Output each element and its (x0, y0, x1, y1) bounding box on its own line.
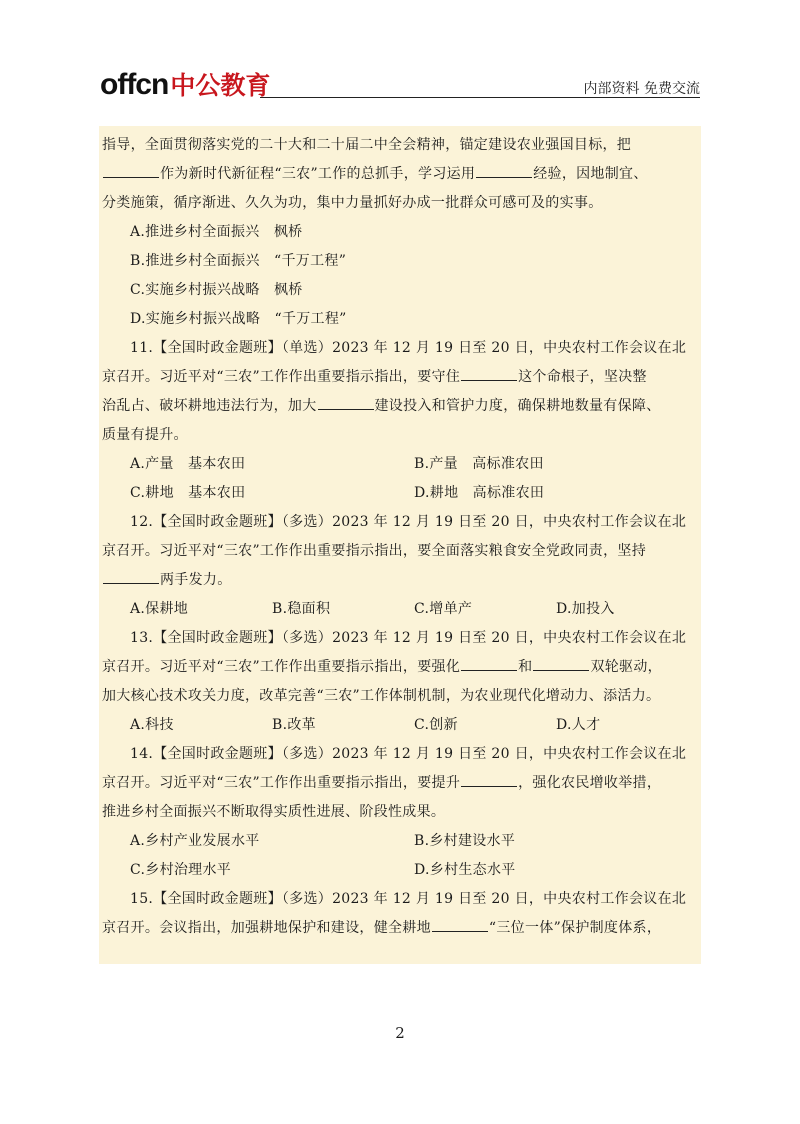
answer-blank (461, 656, 517, 671)
intro-line: 作为新时代新征程“三农”工作的总抓手，学习运用 经验，因地制宜、 (102, 160, 698, 189)
question-line: 京召开。习近平对“三农”工作作出重要指示指出，要守住 这个命根子，坚决整 (102, 363, 698, 392)
answer-blank (461, 366, 517, 381)
question-12-stem: 12.【全国时政金题班】（多选）2023 年 12 月 19 日至 20 日，中央农村工作会议在北 (130, 514, 687, 530)
option-row (102, 305, 698, 334)
option: A.产量 基本农田 (130, 456, 246, 472)
question-line: 京召开。习近平对“三农”工作作出重要指示指出，要强化 和 双轮驱动， (102, 653, 698, 682)
option-row (102, 247, 698, 276)
option: A.乡村产业发展水平 (130, 833, 260, 849)
offcn-logo (100, 62, 270, 100)
question-line: 推进乡村全面振兴不断取得实质性进展、阶段性成果。 (102, 804, 446, 820)
option: C.耕地 基本农田 (130, 485, 246, 501)
intro-line: 分类施策，循序渐进、久久为功，集中力量抓好办成一批群众可感可及的实事。 (102, 195, 603, 211)
option: D.实施乡村振兴战略 “千万工程” (130, 311, 347, 327)
option: D.加投入 (556, 601, 615, 617)
option: A.推进乡村全面振兴 枫桥 (130, 224, 303, 240)
option: B.稳面积 (272, 601, 331, 617)
option-row (102, 450, 698, 479)
question-line: 治乱占、破坏耕地违法行为，加大 建设投入和管护力度，确保耕地数量有保障、 (102, 392, 698, 421)
question-line: 京召开。习近平对“三农”工作作出重要指示指出，要全面落实粮食安全党政同责，坚持 (102, 543, 647, 559)
question-line: 加大核心技术攻关力度，改革完善“三农”工作体制机制，为农业现代化增动力、添活力。 (102, 688, 661, 704)
question-line: 京召开。会议指出，加强耕地保护和建设，健全耕地 “三位一体”保护制度体系， (102, 914, 698, 943)
option: B.改革 (272, 717, 316, 733)
option: A.科技 (130, 717, 174, 733)
answer-blank (476, 163, 532, 178)
answer-blank (461, 772, 517, 787)
question-line: 质量有提升。 (102, 427, 188, 443)
option: B.产量 高标准农田 (414, 456, 544, 472)
option: C.创新 (414, 717, 458, 733)
option-row (102, 595, 698, 624)
option: D.人才 (556, 717, 601, 733)
option: C.乡村治理水平 (130, 862, 232, 878)
option: C.增单产 (414, 601, 473, 617)
answer-blank (533, 656, 589, 671)
question-line: 两手发力。 (102, 566, 698, 595)
option-row (102, 711, 698, 740)
option: D.耕地 高标准农田 (414, 485, 545, 501)
option-row (102, 827, 698, 856)
question-block (99, 126, 701, 964)
option-row (102, 856, 698, 885)
question-14-stem: 14.【全国时政金题班】（多选）2023 年 12 月 19 日至 20 日，中央农村工作会议在北 (130, 746, 687, 762)
logo-text-cn: 中公教育 (170, 71, 271, 100)
answer-blank (318, 395, 374, 410)
page-header (100, 62, 700, 102)
intro-line: 指导，全面贯彻落实党的二十大和二十届二中全会精神，锚定建设农业强国目标，把 (102, 137, 632, 153)
option: C.实施乡村振兴战略 枫桥 (130, 282, 303, 298)
option-row (102, 276, 698, 305)
page-number: 2 (395, 1024, 405, 1042)
question-line: 京召开。习近平对“三农”工作作出重要指示指出，要提升 ，强化农民增收举措， (102, 769, 698, 798)
answer-blank (103, 163, 159, 178)
option-row (102, 218, 698, 247)
answer-blank (103, 569, 159, 584)
option: D.乡村生态水平 (414, 862, 516, 878)
question-15-stem: 15.【全国时政金题班】（多选）2023 年 12 月 19 日至 20 日，中央农村工作会议在北 (130, 891, 687, 907)
logo-text-en: offcn (100, 68, 169, 101)
option: A.保耕地 (130, 601, 189, 617)
option: B.乡村建设水平 (414, 833, 516, 849)
header-note: 内部资料 免费交流 (583, 81, 700, 97)
option: B.推进乡村全面振兴 “千万工程” (130, 253, 347, 269)
option-row (102, 479, 698, 508)
question-11-stem: 11.【全国时政金题班】（单选）2023 年 12 月 19 日至 20 日，中央农村工作会议在北 (130, 340, 687, 356)
answer-blank (432, 917, 488, 932)
question-13-stem: 13.【全国时政金题班】（多选）2023 年 12 月 19 日至 20 日，中央农村工作会议在北 (130, 630, 687, 646)
